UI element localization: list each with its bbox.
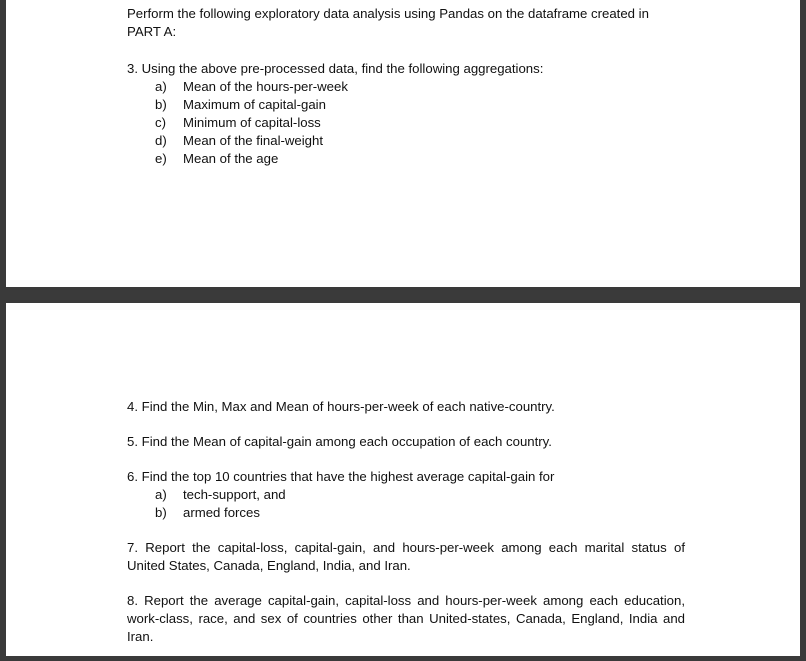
item-marker: d) [155,133,167,148]
question-3-item-c [127,114,685,132]
item-text: Mean of the hours-per-week [183,79,348,94]
question-5: 5. Find the Mean of capital-gain among each occupation of each country. [127,434,552,449]
item-text: armed forces [183,505,260,520]
page-2-content [127,398,685,646]
question-8: 8. Report the average capital-gain, capital-loss and hours-per-week among each education, work-class, race, and sex of countries other than United-states, Canada, England, India and Iran. [127,593,685,644]
question-3-item-b [127,96,685,114]
question-6: 6. Find the top 10 countries that have the highest average capital-gain for [127,469,555,484]
document-page-2 [6,303,800,656]
page-1-content [127,5,685,168]
question-3-item-d [127,132,685,150]
item-text: Minimum of capital-loss [183,115,321,130]
item-marker: e) [155,151,167,166]
item-text: Mean of the final-weight [183,133,324,148]
item-marker: a) [155,79,167,94]
item-text: Maximum of capital-gain [183,97,326,112]
intro-line-2: PART A: [127,24,177,39]
item-marker: a) [155,487,167,502]
intro-line-1: Perform the following exploratory data analysis using Pandas on the dataframe created in [127,6,649,21]
question-3-item-a [127,78,685,96]
item-marker: b) [155,97,167,112]
item-marker: b) [155,505,167,520]
question-7: 7. Report the capital-loss, capital-gain, and hours-per-week among each marital status of United States, Canada, England, India, and Iran. [127,540,685,573]
question-3-item-e [127,150,685,168]
question-6-item-b [127,504,685,522]
document-page-1 [6,0,800,287]
question-3: 3. Using the above pre-processed data, find the following aggregations: [127,61,544,76]
question-4: 4. Find the Min, Max and Mean of hours-per-week of each native-country. [127,399,555,414]
item-text: tech-support, and [183,487,286,502]
item-marker: c) [155,115,166,130]
item-text: Mean of the age [183,151,279,166]
question-6-item-a [127,486,685,504]
